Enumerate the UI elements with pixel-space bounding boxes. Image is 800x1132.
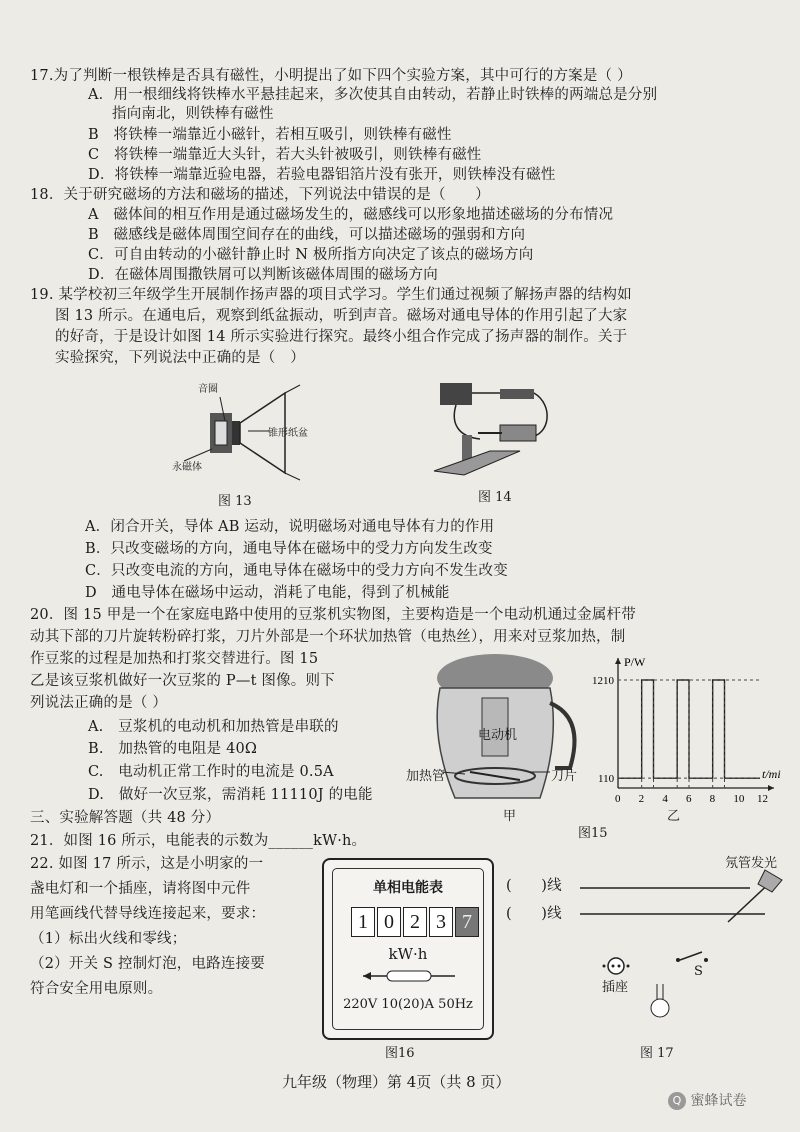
- fig17-caption: 图 17: [640, 1046, 674, 1061]
- fig16-caption: 图16: [385, 1046, 415, 1061]
- fig13-caption: 图 13: [218, 494, 252, 509]
- q20-line3: 作豆浆的过程是加热和打浆交替进行。图 15: [30, 651, 319, 667]
- q19-option-b: B．只改变磁场的方向，通电导体在磁场中的受力方向发生改变: [85, 541, 493, 557]
- q20-option-c: C. 电动机正常工作时的电流是 0.5A: [88, 764, 334, 780]
- q17-option-d: D．将铁棒一端靠近验电器，若验电器铝箔片没有张开，则铁棒没有磁性: [88, 167, 556, 183]
- q17-option-c: C 将铁棒一端靠近大头针，若大头针被吸引，则铁棒有磁性: [88, 147, 482, 163]
- switch-icon: [680, 952, 702, 960]
- x-tick-4: 4: [662, 793, 668, 805]
- q19-line3: 的好奇，于是设计如图 14 所示实验进行探究。最终小组合作完成了扬声器的制作。关于: [55, 329, 628, 345]
- q17-option-a-cont: 指向南北，则铁棒有磁性: [112, 106, 274, 122]
- fig15-heater-label: 加热管: [406, 769, 446, 784]
- x-axis-label: t/mi: [762, 767, 781, 781]
- fig17-switch-label: S: [694, 964, 703, 979]
- fig17-neon-label: 氖管发光: [725, 856, 778, 871]
- meter-unit: kW·h: [388, 945, 428, 963]
- fig15-motor-label: 电动机: [478, 728, 518, 743]
- q22-line2: 盏电灯和一个插座，请将图中元件: [30, 881, 251, 897]
- q20-line1: 20．图 15 甲是一个在家庭电路中使用的豆浆机实物图，主要构造是一个电动机通过金属杆带: [30, 607, 636, 623]
- fig17-line1-label: ( )线: [506, 878, 562, 894]
- y-tick-110: 110: [598, 773, 615, 786]
- meter-digits: [351, 907, 481, 937]
- figure-14-apparatus: [420, 375, 560, 485]
- meter-digit-2: 0: [377, 907, 401, 937]
- q22-line1: 22. 如图 17 所示，这是小明家的一: [30, 856, 264, 872]
- section-3-heading: 三、实验解答题（共 48 分）: [30, 810, 221, 826]
- x-tick-12: 12: [757, 793, 768, 805]
- fig13-cone-label: 锥形纸盆: [268, 428, 308, 439]
- q19-option-a: A．闭合开关，导体 AB 运动，说明磁场对通电导体有力的作用: [85, 519, 495, 535]
- fig15-blade-label: 刀片: [551, 769, 578, 784]
- q17-option-a: A．用一根细线将铁棒水平悬挂起来，多次使其自由转动，若静止时铁棒的两端总是分别: [88, 87, 658, 103]
- fig13-magnet-label: 永磁体: [172, 462, 202, 473]
- meter-digit-4: 3: [429, 907, 453, 937]
- meter-disk-icon: [361, 969, 457, 983]
- meter-title: 单相电能表: [373, 880, 443, 896]
- meter-digit-3: 2: [403, 907, 427, 937]
- x-tick-2: 2: [638, 793, 645, 805]
- fig17-line2-label: ( )线: [506, 906, 562, 922]
- q22-line6: 符合安全用电原则。: [30, 981, 163, 997]
- meter-rating: 220V 10(20)A 50Hz: [343, 997, 473, 1012]
- fig15-jia-label: 甲: [503, 809, 517, 824]
- q20-line2: 动其下部的刀片旋转粉碎打浆，刀片外部是一个环状加热管（电热丝），用来对豆浆加热，制: [30, 629, 626, 645]
- q20-option-d: D. 做好一次豆浆，需消耗 11110J 的电能: [88, 787, 373, 803]
- fig13-coil-label: 音圈: [198, 384, 218, 395]
- q18-option-c: C．可自由转动的小磁针静止时 N 极所指方向决定了该点的磁场方向: [88, 247, 534, 263]
- y-axis-arrow: [615, 658, 621, 664]
- fig17-socket-label: 插座: [602, 980, 629, 995]
- q20-line5: 列说法正确的是（ ）: [30, 695, 168, 711]
- q17-option-b: B 将铁棒一端靠近小磁针，若相互吸引，则铁棒有磁性: [88, 127, 452, 143]
- x-axis-arrow: [768, 785, 774, 791]
- q22-line3: 用笔画线代替导线连接起来，要求：: [30, 906, 266, 922]
- bulb-icon: [651, 999, 669, 1017]
- meter-digit-1: 1: [351, 907, 375, 937]
- x-tick-6: 6: [686, 793, 692, 805]
- q19-line1: 19. 某学校初三年级学生开展制作扬声器的项目式学习。学生们通过视频了解扬声器的结构如: [30, 287, 632, 303]
- q19-line2: 图 13 所示。在通电后，观察到纸盆振动，听到声音。磁场对通电导体的作用引起了大家: [55, 308, 628, 324]
- figure-17-wiring: [560, 848, 795, 1038]
- q19-option-c: C．只改变电流的方向，通电导体在磁场中的受力方向不发生改变: [85, 563, 508, 579]
- y-tick-1210: 1210: [592, 675, 614, 687]
- watermark-text: 蜜蜂试卷: [690, 1093, 747, 1109]
- q18-option-b: B 磁感线是磁体周围空间存在的曲线，可以描述磁场的强弱和方向: [88, 227, 526, 243]
- x-tick-10: 10: [733, 793, 745, 805]
- q18-option-d: D．在磁体周围撒铁屑可以判断该磁体周围的磁场方向: [88, 267, 438, 283]
- x-tick-0: 0: [615, 793, 621, 805]
- watermark-logo: [668, 1090, 746, 1110]
- watermark-icon: Q: [668, 1092, 686, 1110]
- q20-line4: 乙是该豆浆机做好一次豆浆的 P—t 图像。则下: [30, 673, 335, 689]
- q22-line5: （2）开关 S 控制灯泡，电路连接要: [30, 956, 265, 972]
- q19-option-d: D 通电导体在磁场中运动，消耗了电能，得到了机械能: [85, 585, 450, 601]
- q20-option-a: A. 豆浆机的电动机和加热管是串联的: [88, 719, 339, 735]
- q17-stem: 17.为了判断一根铁棒是否具有磁性，小明提出了如下四个实验方案，其中可行的方案是（ ）: [30, 68, 632, 84]
- y-axis-label: P/W: [624, 655, 646, 669]
- q18-stem: 18．关于研究磁场的方法和磁场的描述，下列说法中错误的是（ ）: [30, 187, 490, 203]
- figure-15-pt-chart: [590, 648, 790, 818]
- x-tick-8: 8: [709, 793, 716, 805]
- fig14-caption: 图 14: [478, 490, 512, 505]
- q22-line4: （1）标出火线和零线；: [30, 931, 187, 947]
- fig15-yi-label: 乙: [667, 809, 681, 824]
- page-footer: 九年级（物理）第 4页（共 8 页）: [282, 1073, 511, 1091]
- fig15-caption: 图15: [578, 826, 608, 841]
- q19-line4: 实验探究，下列说法中正确的是（ ）: [55, 350, 305, 366]
- socket-icon: [608, 958, 624, 974]
- q18-option-a: A 磁体间的相互作用是通过磁场发生的，磁感线可以形象地描述磁场的分布情况: [88, 207, 614, 223]
- figure-16-energy-meter: [322, 858, 494, 1040]
- meter-digit-5: 7: [455, 907, 479, 937]
- q20-option-b: B. 加热管的电阻是 40Ω: [88, 741, 258, 757]
- q21-text: 21．如图 16 所示，电能表的示数为______kW·h。: [30, 833, 367, 849]
